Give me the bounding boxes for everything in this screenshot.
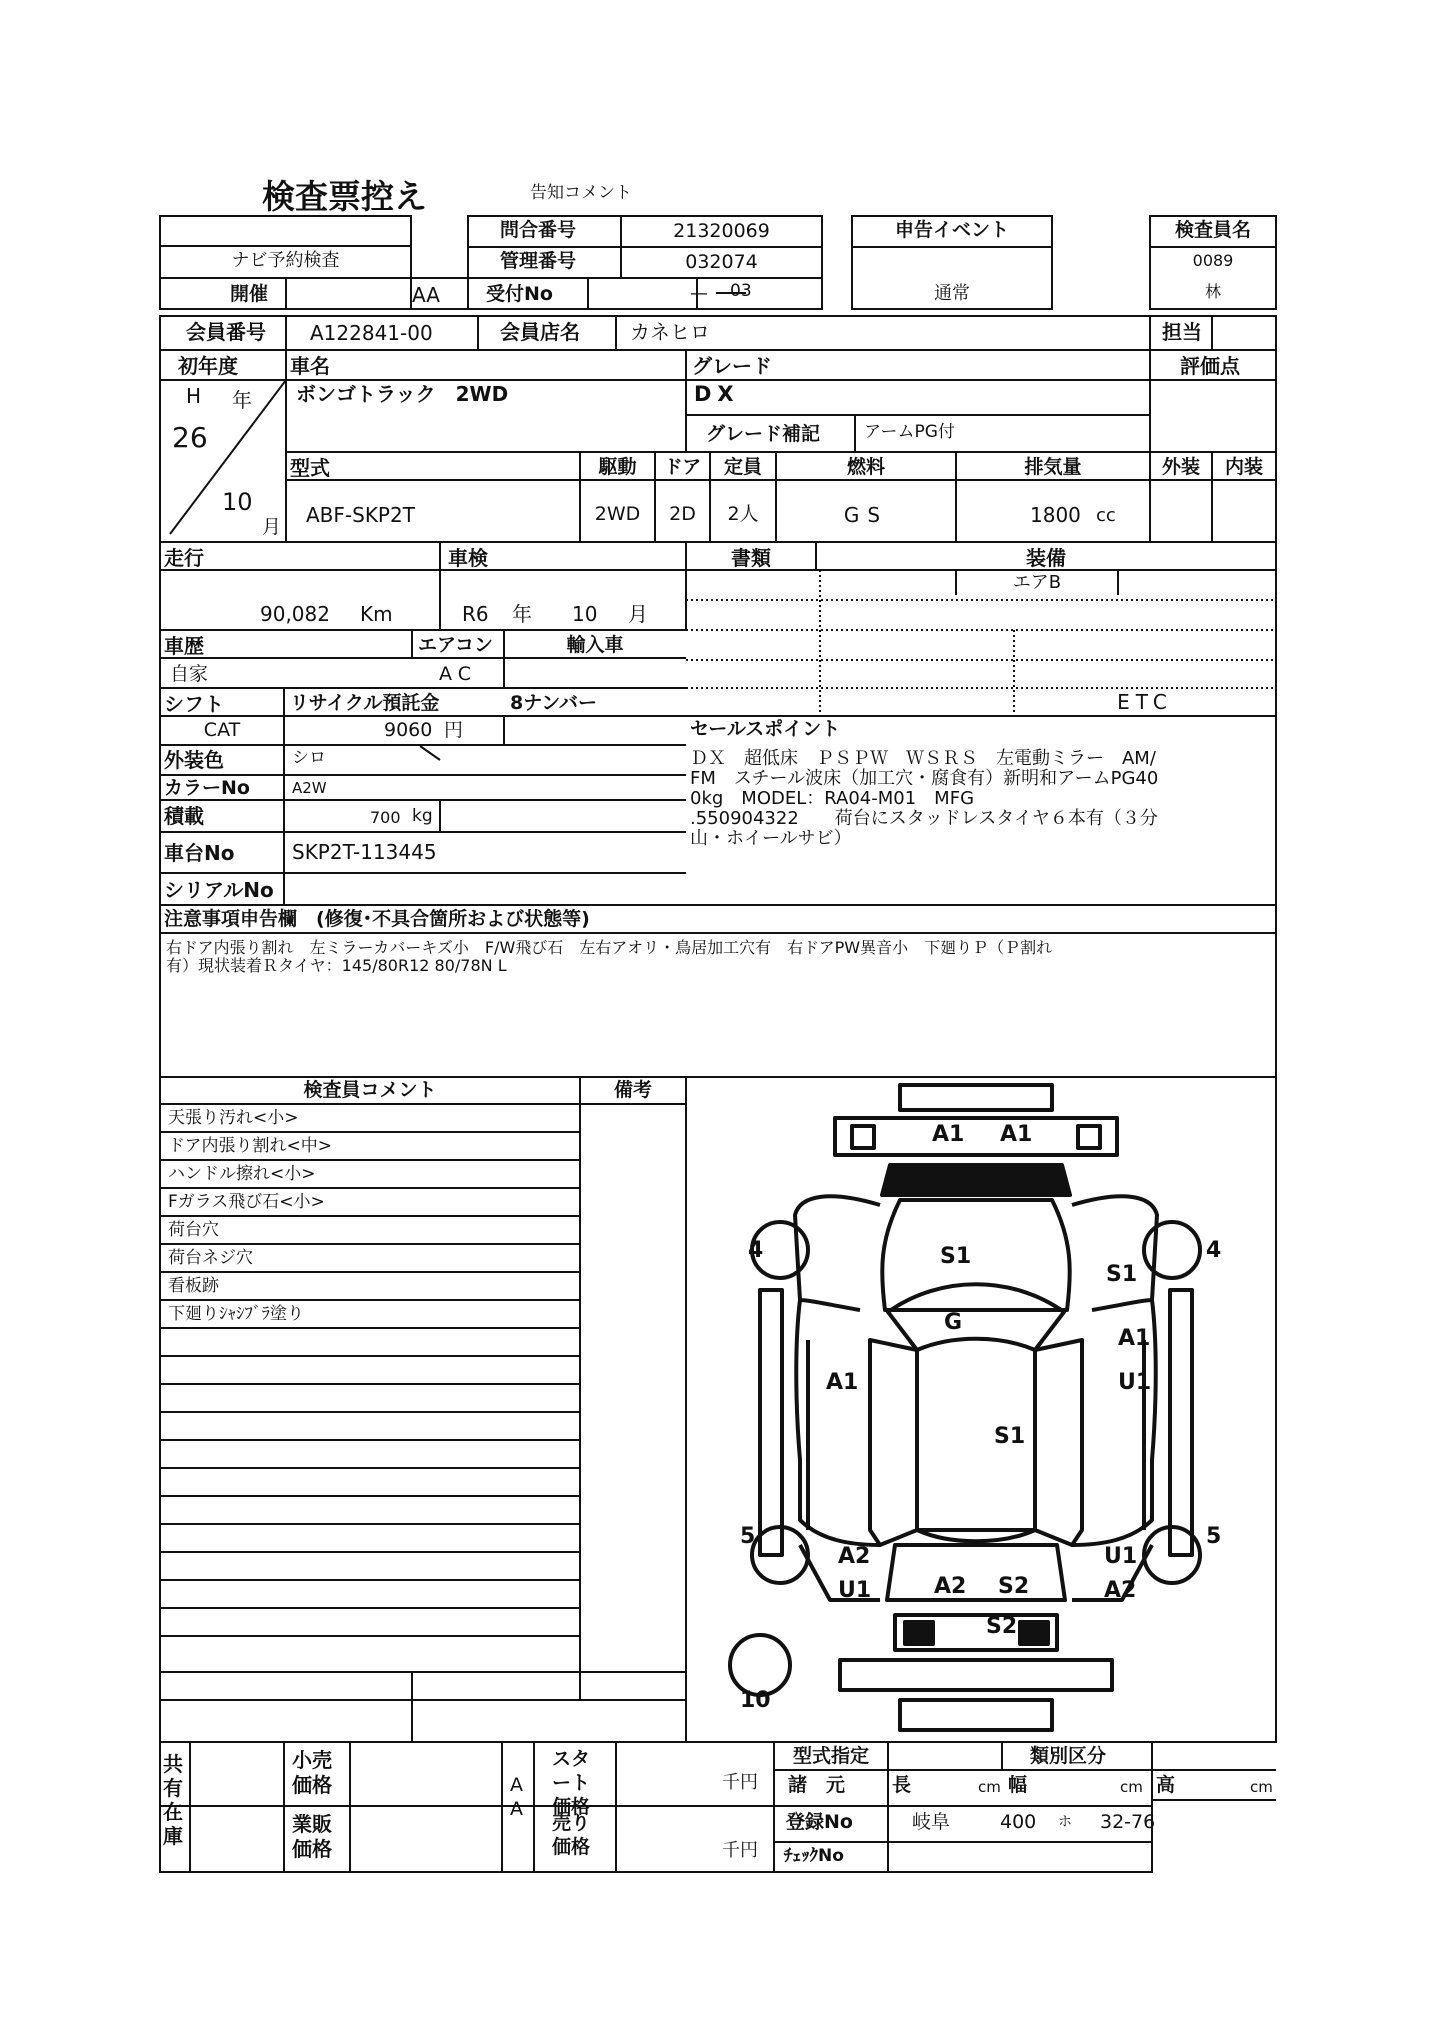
model-label: 型式 <box>290 456 330 480</box>
wholesale-price-label: 業販価格 <box>292 1812 332 1861</box>
damage-mark: 5 <box>740 1524 756 1549</box>
start-price-unit: 千円 <box>722 1772 758 1793</box>
damage-mark: A1 <box>1000 1122 1033 1147</box>
mileage-unit: Km <box>360 602 393 626</box>
reg-area: 岐阜 <box>912 1811 951 1833</box>
width-unit: cm <box>1120 1778 1143 1796</box>
model-value: ABF-SKP2T <box>306 503 415 527</box>
color-no-label: カラーNo <box>164 777 250 799</box>
member-no-value: A122841-00 <box>310 321 433 345</box>
capacity-label: 定員 <box>723 456 762 478</box>
sales-point-line: .550904322 荷台にスタッドレスタイヤ６本有（３分 <box>690 808 1158 829</box>
event-label: 申告イベント <box>894 219 1009 241</box>
docs-label: 書類 <box>731 546 771 570</box>
remarks-label: 備考 <box>613 1079 652 1101</box>
damage-mark: 10 <box>740 1688 771 1713</box>
shop-label: 会員店名 <box>500 320 580 344</box>
shaken-year-kanji: 年 <box>512 602 532 626</box>
fuel-label: 燃料 <box>846 456 885 478</box>
inspector-comment: ハンドル擦れ<小> <box>168 1164 316 1184</box>
damage-mark: S1 <box>940 1244 972 1269</box>
damage-mark: S2 <box>986 1614 1018 1639</box>
damage-mark: A2 <box>1104 1578 1137 1603</box>
damage-mark: A1 <box>932 1122 965 1147</box>
spec-label: 諸 元 <box>788 1774 846 1796</box>
aircon-label: エアコン <box>418 634 494 656</box>
load-value: 700 <box>370 808 401 827</box>
reg-no-label: 登録No <box>786 1811 853 1833</box>
inspector-comment: 荷台ネジ穴 <box>168 1248 253 1268</box>
inspector-comment: 天張り汚れ<小> <box>168 1108 299 1128</box>
damage-mark: 4 <box>1206 1238 1222 1263</box>
height-label: 高 <box>1156 1774 1176 1796</box>
notes-line: 有）現状装着Ｒタイヤ：145/80R12 80/78N L <box>166 956 507 975</box>
aa-top: A <box>510 1774 523 1796</box>
inspector-label: 検査員名 <box>1174 219 1251 241</box>
history-value: 自家 <box>170 663 209 685</box>
load-label: 積載 <box>164 804 204 828</box>
car-name-label: 車名 <box>290 354 330 378</box>
history-label: 車歴 <box>164 634 204 658</box>
drive-value: 2WD <box>594 503 641 525</box>
car-name-value: ボンゴトラック 2WD <box>296 382 509 406</box>
exterior-color-value: シロ <box>292 748 326 768</box>
exterior-color-label: 外装色 <box>164 748 224 772</box>
exterior-label: 外装 <box>1161 456 1200 478</box>
event-value: 通常 <box>934 283 970 304</box>
receipt-label: 受付No <box>486 283 553 305</box>
equipment-item: ETC <box>1117 690 1173 714</box>
sale-price-label: 売り価格 <box>552 1812 591 1858</box>
length-unit: cm <box>978 1778 1001 1796</box>
door-label: ドア <box>663 456 702 478</box>
class-label: 類別区分 <box>1030 1745 1107 1767</box>
eight-number-label: 8ナンバー <box>510 692 597 714</box>
damage-mark: A2 <box>838 1544 871 1569</box>
aircon-value: AC <box>439 663 477 685</box>
serial-label: シリアルNo <box>164 878 274 902</box>
notice-label: 告知コメント <box>530 183 632 203</box>
damage-mark: A1 <box>1118 1326 1151 1351</box>
shaken-era: R6 <box>462 602 489 626</box>
import-label: 輸入車 <box>566 634 624 656</box>
reg-class: 400 <box>1000 1811 1037 1833</box>
recycle-value: 9060 <box>384 719 433 741</box>
start-price-label: スタート価格 <box>552 1748 591 1818</box>
mileage-label: 走行 <box>164 546 204 570</box>
damage-mark: 4 <box>748 1238 764 1263</box>
shift-value: CAT <box>203 719 241 741</box>
chassis-label: 車台No <box>164 841 235 865</box>
capacity-value: 2人 <box>727 503 759 525</box>
sales-point-line: 山・ホイールサビ） <box>690 828 852 849</box>
notes-label: 注意事項申告欄 (修復･不具合箇所および状態等) <box>164 908 590 930</box>
first-reg-year: 26 <box>172 421 208 454</box>
chassis-value: SKP2T-113445 <box>292 840 437 864</box>
shaken-month: 10 <box>572 602 598 626</box>
shaken-month-kanji: 月 <box>628 602 648 626</box>
shaken-label: 車検 <box>448 546 488 570</box>
load-unit: kg <box>412 806 433 826</box>
inspector-name: 林 <box>1204 282 1221 301</box>
first-reg-label: 初年度 <box>178 354 238 378</box>
sales-point-label: セールスポイント <box>690 718 841 740</box>
damage-mark: U1 <box>1104 1544 1138 1569</box>
sales-point-line: ＤＸ 超低床 ＰＳＰＷ ＷＳＲＳ 左電動ミラー AM/ <box>690 748 1156 769</box>
grade-label: グレード <box>692 354 772 378</box>
length-label: 長 <box>892 1774 912 1796</box>
first-reg-month: 10 <box>222 488 253 516</box>
navi-inspection: ナビ予約検査 <box>231 250 340 271</box>
inspector-comment: 荷台穴 <box>168 1220 219 1240</box>
inspector-comments-label: 検査員コメント <box>303 1079 437 1101</box>
tanto-label: 担当 <box>1162 320 1202 344</box>
inspector-comment: 下廻りｼｬｼﾌﾞﾗ塗り <box>168 1304 304 1324</box>
first-reg-era: H <box>186 384 202 408</box>
inspector-comment: ドア内張り割れ<中> <box>168 1136 332 1156</box>
type-spec-label: 型式指定 <box>792 1745 869 1767</box>
height-unit: cm <box>1250 1778 1273 1796</box>
recycle-label: リサイクル預託金 <box>290 692 440 714</box>
damage-mark: A2 <box>934 1574 967 1599</box>
inquiry-value: 21320069 <box>673 220 770 242</box>
mileage-value: 90,082 <box>260 602 330 626</box>
shift-label: シフト <box>164 692 224 716</box>
door-value: 2D <box>669 503 696 525</box>
damage-mark: 5 <box>1206 1524 1222 1549</box>
damage-mark: U1 <box>838 1578 872 1603</box>
sale-price-unit: 千円 <box>722 1840 758 1861</box>
shared-stock-label: 共有在庫 <box>163 1752 183 1848</box>
reg-number: 32-76 <box>1100 1811 1156 1833</box>
retail-price-label: 小売価格 <box>292 1748 332 1797</box>
mgmt-label: 管理番号 <box>500 250 577 272</box>
inspector-comment: Fガラス飛び石<小> <box>168 1192 325 1212</box>
damage-mark: U1 <box>1118 1370 1152 1395</box>
kaisai-value: AA <box>412 283 440 307</box>
displacement-label: 排気量 <box>1024 456 1082 478</box>
notes-line: 右ドア内張り割れ 左ミラーカバーキズ小 F/W飛び石 左右アオリ・鳥居加工穴有 右ドアPW異音小 下廻りＰ（Ｐ割れ <box>166 938 1053 957</box>
reg-kana: ホ <box>1058 1814 1072 1830</box>
equipment-label: 装備 <box>1026 546 1066 570</box>
grade-sup-label: グレード補記 <box>706 423 821 445</box>
damage-mark: S2 <box>998 1574 1030 1599</box>
damage-mark: G <box>944 1310 963 1335</box>
member-no-label: 会員番号 <box>186 320 266 344</box>
damage-mark: S1 <box>994 1424 1026 1449</box>
grade-value: DX <box>694 382 740 406</box>
grade-sup-value: アームPG付 <box>864 422 955 442</box>
receipt-value: 03 <box>730 281 752 301</box>
kaisai-label: 開催 <box>230 283 269 305</box>
check-no-label: ﾁｪｯｸNo <box>784 1846 844 1866</box>
interior-label: 内装 <box>1224 456 1263 478</box>
inquiry-label: 問合番号 <box>500 219 577 241</box>
recycle-unit: 円 <box>444 719 464 741</box>
width-label: 幅 <box>1008 1774 1028 1796</box>
damage-mark: A1 <box>826 1370 859 1395</box>
displacement-value: 1800 <box>1030 503 1081 527</box>
color-no-value: A2W <box>292 779 327 797</box>
inspector-comment: 看板跡 <box>168 1276 219 1296</box>
first-reg-year-kanji: 年 <box>232 388 252 412</box>
shop-value: カネヒロ <box>630 320 710 344</box>
mgmt-value: 032074 <box>685 251 758 273</box>
fuel-value: GS <box>843 503 889 527</box>
score-label: 評価点 <box>1180 354 1240 378</box>
damage-mark: S1 <box>1106 1262 1138 1287</box>
aa-bottom: A <box>510 1798 523 1820</box>
first-reg-month-kanji: 月 <box>262 516 282 538</box>
inspector-code: 0089 <box>1192 251 1234 270</box>
displacement-unit: cc <box>1096 505 1116 526</box>
receipt-dash: — <box>690 283 708 304</box>
page-title: 検査票控え <box>262 177 427 216</box>
equipment-item: エアB <box>1012 572 1062 593</box>
sales-point-line: 0kg MODEL：RA04-M01 MFG <box>690 788 975 809</box>
drive-label: 駆動 <box>598 456 637 478</box>
sales-point-line: FM スチール波床（加工穴・腐食有）新明和アームPG40 <box>690 768 1159 789</box>
